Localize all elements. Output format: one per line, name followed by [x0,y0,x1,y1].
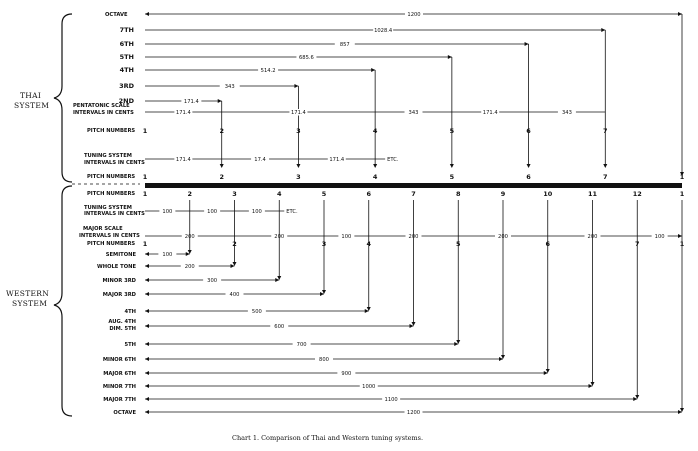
western-interval-label: 4TH [124,309,136,315]
western-major-pitch-number: 1 [679,240,685,248]
western-interval-value: 400 [229,292,240,298]
thai-pitch-number: 6 [526,127,531,135]
western-interval-arrow-left [145,324,149,328]
western-interval-label: MINOR 3RD [102,278,136,284]
thai-system-label-2: SYSTEM [14,101,50,110]
western-major-pitch-number: 7 [634,240,640,248]
thai-interval-label: 4TH [119,66,134,74]
western-pitch-number: 1 [679,190,685,198]
thai-pentatonic-label-2: INTERVALS IN CENTS [73,110,134,116]
western-major-value: 100 [341,234,352,240]
western-interval-arrow-left [145,309,149,313]
western-pitch-numbers-label: PITCH NUMBERS [87,191,136,197]
western-interval-label: AUG. 4TH [108,319,136,325]
western-tuning-label-2: INTERVALS IN CENTS [84,211,145,217]
western-system-label-2: SYSTEM [12,299,48,308]
thai-octave-label: OCTAVE [105,12,128,18]
western-brace [54,186,72,416]
western-interval-arrow-left [145,278,149,282]
western-interval-label: SEMITONE [105,252,136,258]
thai-octave-arrow-right [678,12,682,16]
thai-interval-value: 685.6 [298,55,314,61]
thai-tuning-value: 17.4 [254,157,266,163]
thai-octave-value: 1200 [407,12,421,18]
thai-interval-label: 7TH [119,26,134,34]
thai-tuning-label-2: INTERVALS IN CENTS [84,160,145,166]
thai-pentatonic-value: 343 [561,110,572,116]
western-interval-label: 5TH [124,342,136,348]
western-major-label: MAJOR SCALE [83,226,123,232]
thai-interval-arrow [371,68,375,72]
thai-pentatonic-value: 171.4 [290,110,306,116]
western-major-value: 100 [654,234,665,240]
western-interval-label: MAJOR 6TH [103,371,136,377]
thai-brace [54,14,72,182]
western-interval-value: 700 [296,342,307,348]
western-major-pitch-number: 3 [321,240,327,248]
western-interval-value: 1000 [362,384,376,390]
thai-interval-value: 1028.4 [374,28,393,34]
thai-tuning-value: 171.4 [175,157,191,163]
thai-bottom-pitch-number: 4 [372,173,378,181]
western-interval-label: MINOR 6TH [102,357,136,363]
western-pitch-number: 7 [411,190,416,198]
thai-pitch-number: 2 [219,127,224,135]
thai-interval-label: 6TH [119,40,134,48]
western-major-pitch-number: 1 [142,240,148,248]
western-major-pitch-number: 5 [455,240,461,248]
western-interval-arrow-left [145,357,149,361]
thai-interval-label: 2ND [118,97,134,105]
western-system-label: WESTERN [6,289,50,298]
thai-interval-arrow [448,55,452,59]
western-major-value: 200 [587,234,598,240]
western-interval-label: MAJOR 7TH [103,397,136,403]
western-interval-value: 300 [207,278,218,284]
western-pitch-number: 9 [500,190,506,198]
western-interval-label-2: DIM. 5TH [109,326,136,332]
thai-tuning-etc: ETC. [387,157,399,163]
western-major-value: 200 [184,234,195,240]
thai-bottom-pitch-number: 5 [449,173,455,181]
western-major-value: 200 [408,234,419,240]
thai-tuning-label: TUNING SYSTEM [84,153,132,159]
western-pitch-number: 4 [276,190,282,198]
thai-bottom-pitch-label: PITCH NUMBERS [87,174,136,180]
thai-interval-drop-head [603,164,607,168]
thai-pitch-number: 4 [372,127,378,135]
western-pitch-number: 11 [587,190,598,198]
western-interval-value: 900 [341,371,352,377]
thai-interval-value: 857 [339,42,350,48]
thai-interval-drop-head [527,164,531,168]
western-interval-arrow-left [145,384,149,388]
western-interval-arrow-left [145,397,149,401]
thai-pentatonic-value: 171.4 [482,110,498,116]
western-pitch-number: 12 [632,190,642,198]
western-interval-arrow-left [145,252,149,256]
western-interval-arrow-left [145,410,149,414]
western-pitch-number: 10 [543,190,553,198]
thai-octave-arrow-left [145,12,149,16]
western-tuning-etc: ETC. [286,209,298,215]
western-interval-label: OCTAVE [113,410,136,416]
thai-interval-arrow [218,99,222,103]
western-major-value: 200 [274,234,285,240]
western-tuning-value: 100 [207,209,218,215]
western-interval-arrow-left [145,292,149,296]
western-interval-value: 1200 [406,410,421,416]
western-major-pitch-number: 4 [366,240,372,248]
thai-interval-arrow [601,28,605,32]
western-interval-value: 800 [319,357,329,363]
western-pitch-number: 1 [142,190,148,198]
thai-bottom-pitch-number: 1 [679,173,685,181]
thai-pentatonic-label: PENTATONIC SCALE [73,103,130,109]
western-major-label-2: INTERVALS IN CENTS [79,233,140,239]
system-divider-bar [145,183,682,188]
western-interval-value: 500 [251,309,262,315]
thai-interval-value: 171.4 [183,99,199,105]
thai-pentatonic-value: 343 [408,110,419,116]
thai-tuning-value: 171.4 [329,157,345,163]
thai-pitch-numbers-label: PITCH NUMBERS [87,128,136,134]
western-pitch-number: 2 [187,190,193,198]
thai-interval-value: 343 [224,84,235,90]
western-interval-arrow-left [145,342,149,346]
western-major-pitch-label: PITCH NUMBERS [87,241,136,247]
western-interval-arrow-left [145,371,149,375]
western-interval-value: 600 [274,324,285,330]
thai-interval-value: 514.2 [260,68,276,74]
thai-pitch-number: 7 [603,127,608,135]
western-tuning-label: TUNING SYSTEM [84,205,132,211]
thai-interval-arrow [525,42,529,46]
western-pitch-number: 8 [455,190,461,198]
western-pitch-number: 3 [232,190,237,198]
thai-bottom-pitch-number: 7 [603,173,608,181]
western-interval-label: WHOLE TONE [97,264,136,270]
thai-bottom-pitch-number: 2 [219,173,224,181]
western-interval-value: 1100 [384,397,398,403]
western-tuning-value: 100 [251,209,262,215]
thai-interval-label: 5TH [119,53,134,61]
thai-pitch-number: 5 [449,127,455,135]
thai-bottom-pitch-number: 1 [142,173,148,181]
thai-bottom-pitch-number: 3 [296,173,301,181]
thai-interval-drop-head [296,164,300,168]
thai-pitch-number: 3 [296,127,301,135]
western-interval-label: MINOR 7TH [102,384,136,390]
western-pitch-number: 6 [366,190,372,198]
western-interval-label: MAJOR 3RD [102,292,136,298]
thai-interval-drop-head [450,164,454,168]
thai-system-label: THAI [20,91,42,100]
thai-interval-label: 3RD [119,82,134,90]
thai-pentatonic-value: 171.4 [175,110,191,116]
thai-interval-arrow [294,84,298,88]
chart-caption: Chart 1. Comparison of Thai and Western tuning systems. [232,434,424,442]
western-major-arrow [678,234,682,238]
thai-interval-drop-head [373,164,377,168]
western-interval-arrow-left [145,264,149,268]
thai-bottom-pitch-number: 6 [526,173,531,181]
western-interval-value: 100 [162,252,173,258]
western-major-pitch-number: 6 [545,240,551,248]
thai-pitch-number: 1 [142,127,148,135]
western-tuning-value: 100 [162,209,173,215]
western-pitch-number: 5 [321,190,327,198]
thai-interval-drop-head [220,164,224,168]
western-major-value: 200 [498,234,508,240]
western-major-pitch-number: 2 [232,240,237,248]
western-interval-value: 200 [184,264,195,270]
